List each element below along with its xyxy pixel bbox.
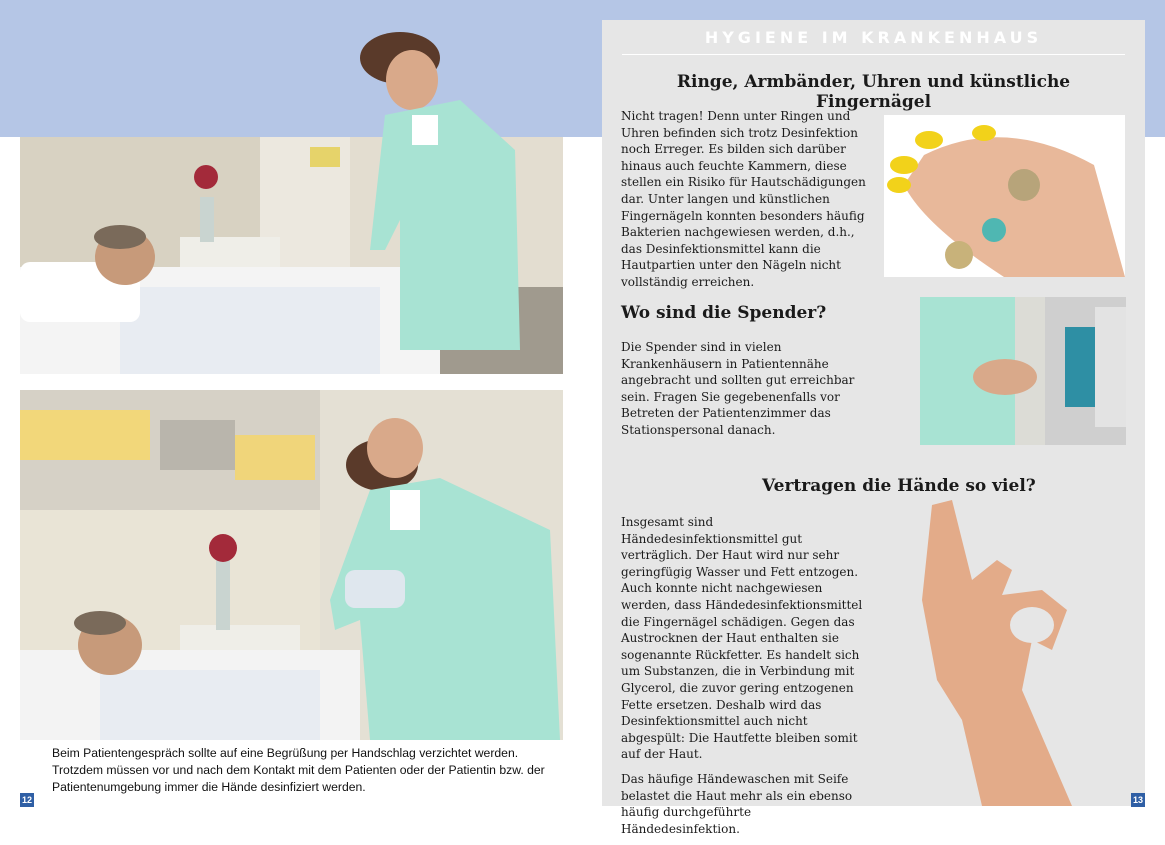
- photo-hand-dispenser: [920, 297, 1126, 445]
- paragraph-dispensers: Die Spender sind in vielen Krankenhäusern in Patientennähe angebracht und sollten gut erreichbar sein. Fragen Sie gegebenenfalls vor Betreten der Patientenzimmer das Stationspersonal danach.: [621, 340, 855, 437]
- text-skin-tolerance: [621, 514, 873, 845]
- photo-ok-hand-gesture: [902, 500, 1132, 806]
- title-rule: [622, 54, 1125, 55]
- page-number-left: 12: [21, 795, 32, 805]
- paragraph-skin-2: Das häufige Händewaschen mit Seife belastet die Haut mehr als ein ebenso häufig durchgeführte Händedesinfektion.: [621, 771, 853, 836]
- heading-dispensers: Wo sind die Spender?: [621, 303, 827, 323]
- heading-rings: Ringe, Armbänder, Uhren und künstliche Fingernägel: [676, 72, 1071, 112]
- text-rings: [621, 108, 873, 299]
- paragraph-skin-1: Insgesamt sind Händedesinfektionsmittel gut verträglich. Der Haut wird nur sehr geringfügig Wasser und Fett entzogen. Auch konnte nicht nachgewiesen werden, dass Händedesinfektionsmittel die Fingernägel schädigen. Gegen das Austrocknen der Haut enthalten sie sogenannte Rückfetter. Es handelt sich um Substanzen, die in Verbindung mit Glycerol, die zuvor gering entzogenen Fette ersetzen. Deshalb wird das Desinfektionsmittel auch nicht abgespült: Die Hautfette bleiben somit auf der Haut.: [621, 515, 863, 762]
- section-title: HYGIENE IM KRANKENHAUS: [704, 28, 1043, 47]
- heading-skin-tolerance: Vertragen die Hände so viel?: [762, 476, 1036, 496]
- photo-caption: Beim Patientengespräch sollte auf eine Begrüßung per Handschlag verzichtet werden. Trotzdem müssen vor und nach dem Kontakt mit dem Patienten oder der Patientin bzw. der Patientenumgebung immer die Hände desinfiziert werden.: [52, 746, 545, 794]
- nurse-figure: [300, 20, 570, 740]
- paragraph-rings: Nicht tragen! Denn unter Ringen und Uhren befinden sich trotz Desinfektion noch Erreger. Es bilden sich darüber hinaus auch feuchte Kammern, diese stellen ein Risiko für Hautschädigungen dar. Unter langen und künstlichen Fingernägeln konnten besonders häufig Bakterien nachgewiesen werden, d.h., das Desinfektionsmittel kann die Hautpartien unter den Nägeln nicht vollständig erreichen.: [621, 109, 866, 289]
- info-panel: [602, 20, 1145, 836]
- photo-hand-with-rings: [884, 115, 1125, 277]
- page-number-right: 13: [1132, 795, 1143, 805]
- text-dispensers: [621, 339, 873, 447]
